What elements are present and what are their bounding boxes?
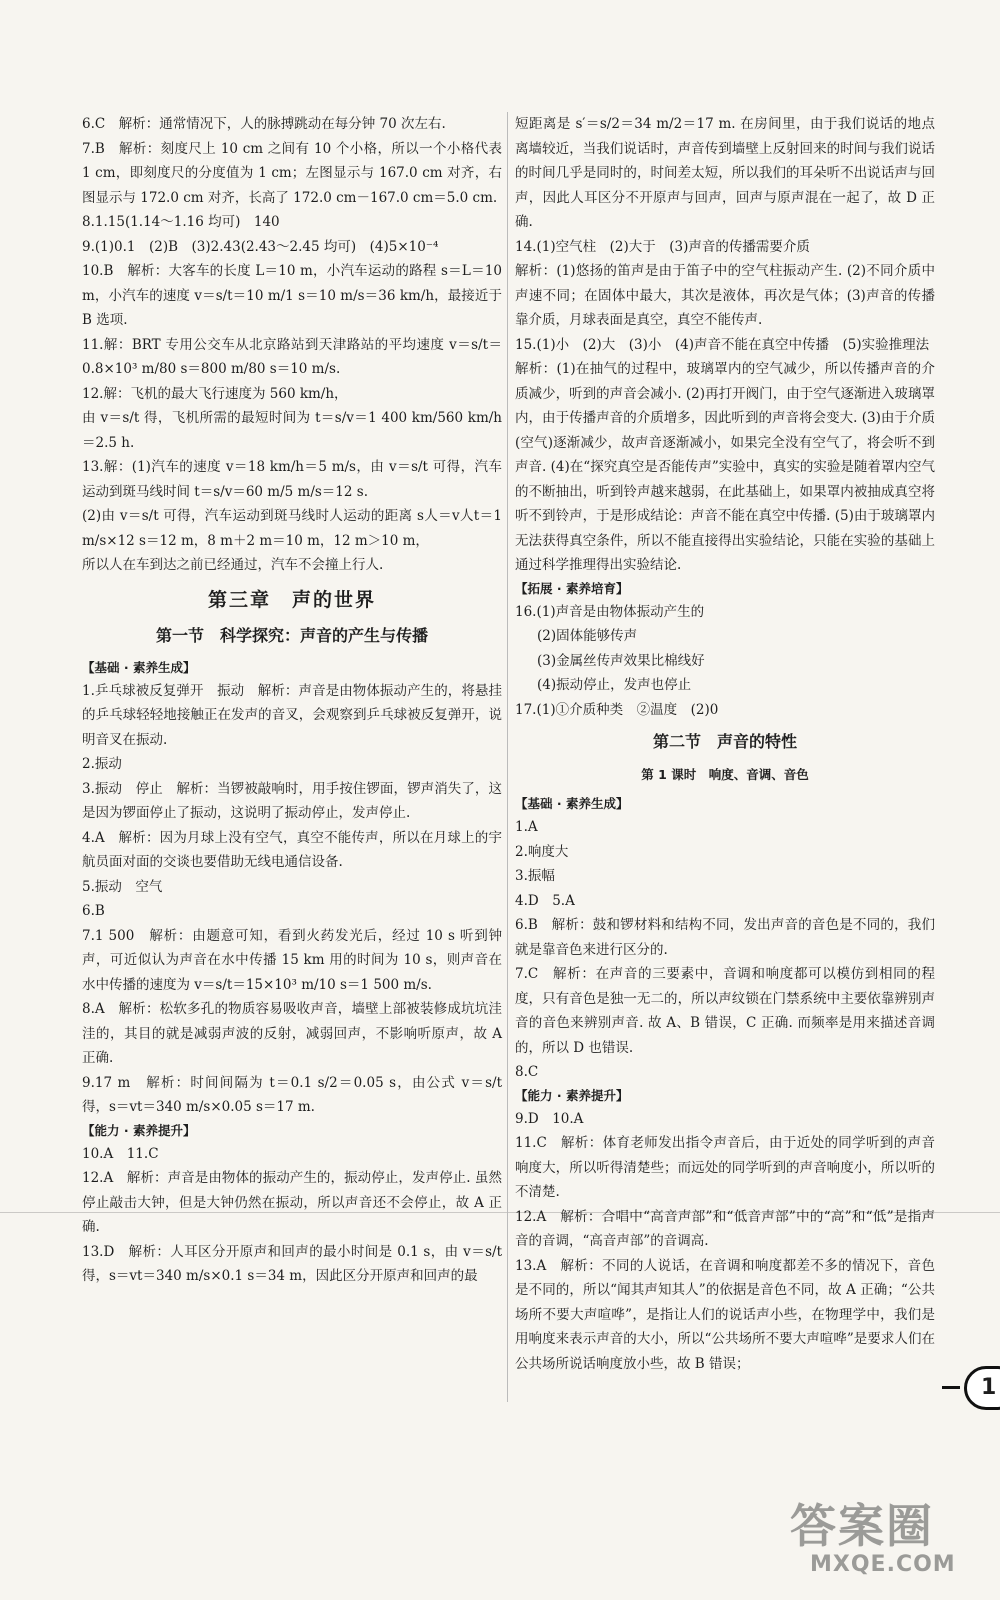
s1-answer-14: 14.(1)空气柱 (2)大于 (3)声音的传播需要介质 — [515, 238, 810, 255]
s2-answer-11: 11.C 解析：体育老师发出指令声音后，由于近处的同学听到的声音响度大，所以听得清楚些；而远处的同学听到的声音响度小，所以听的不清楚. — [515, 1135, 935, 1200]
answer-10: 10.B 解析：大客车的长度 L＝10 m，小汽车运动的路程 s＝L＝10 m，小汽车的速度 v＝s/t＝10 m/1 s＝10 m/s＝36 km/h，最接近于 B 选项. — [82, 263, 502, 328]
s2-answer-7: 7.C 解析：在声音的三要素中，音调和响度都可以模仿到相同的程度，只有音色是独一无二的，所以声纹锁在门禁系统中主要依靠辨别声音的音色来辨别声音. 故 A、B 错误，C 正确. 而频率是用来描述音调的，所以 D 也错误. — [515, 966, 935, 1056]
s1-answer-2: 2.振动 — [82, 756, 122, 772]
s1-answer-16-4: (4)振动停止，发声也停止 — [537, 677, 692, 693]
s2-answer-3: 3.振幅 — [515, 868, 555, 884]
answer-6: 6.C 解析：通常情况下，人的脉搏跳动在每分钟 70 次左右. — [82, 116, 446, 132]
s2-answer-8: 8.C — [515, 1064, 539, 1080]
s2-answer-2: 2.响度大 — [515, 843, 569, 860]
s1-answer-13: 13.D 解析：人耳区分开原声和回声的最小时间是 0.1 s，由 v＝s/t 得，s＝vt＝340 m/s×0.1 s＝34 m，因此区分开原声和回声的最 — [82, 1243, 502, 1284]
band-basic: 【基础 · 素养生成】 — [82, 659, 196, 675]
answer-12-cont: 由 v＝s/t 得，飞机所需的最短时间为 t＝s/v＝1 400 km/560 km/h＝2.5 h. — [82, 410, 502, 451]
s1-answer-17: 17.(1)①介质种类 ②温度 (2)0 — [515, 701, 719, 718]
section2-title: 第二节 声音的特性 — [652, 732, 797, 751]
left-column — [82, 112, 502, 1289]
s2-answer-13: 13.A 解析：不同的人说话，在音调和响度都差不多的情况下，音色是不同的，所以“闻其声知其人”的依据是音色不同，故 A 正确；“公共场所不要大声喧哗”，是指让人们的说话声小些，在物理学中，我们是用响度来表示声音的大小，所以“公共场所不要大声喧哗”是要求人们在公共场所说话响度放小些，故 B 错误； — [515, 1257, 935, 1372]
watermark-url: MXQE.COM — [810, 1552, 956, 1577]
s1-answer-16-3: (3)金属丝传声效果比棉线好 — [537, 652, 705, 669]
s1-answer-15-analysis: 解析：(1)在抽气的过程中，玻璃罩内的空气减少，所以传播声音的介质减少，听到的声音会减小. (2)再打开阀门，由于空气逐渐进入玻璃罩内，由于传播声音的介质增多，因此听到的声音将会变大. (3)由于介质(空气)逐渐减少，故声音逐渐减小，如果完全没有空气了，将会听不到声音. (4)在“探究真空是否能传声”实验中，真实的实验是随着罩内空气的不断抽出，听到铃声越来越弱，在此基础上，如果罩内被抽成真空将听不到铃声，于是形成结论：声音不能在真空中传播. (5)由于玻璃罩内无法获得真空条件，所以不能直接得出实验结论，只能在实验的基础上通过科学推理得出实验结论. — [515, 361, 935, 573]
s1-answer-16-2: (2)固体能够传声 — [537, 628, 638, 644]
section-title: 第一节 科学探究：声音的产生与传播 — [155, 626, 428, 645]
s1-answer-6: 6.B — [82, 903, 105, 919]
answer-13-part2: (2)由 v＝s/t 可得，汽车运动到斑马线时人运动的距离 s人＝v人t＝1 m/s×12 s＝12 m，8 m＋2 m＝10 m，12 m＞10 m， — [82, 508, 502, 549]
answer-9: 9.(1)0.1 (2)B (3)2.43(2.43～2.45 均可) (4)5×10⁻⁴ — [82, 238, 439, 255]
band-ability-2: 【能力 · 素养提升】 — [515, 1087, 629, 1103]
s2-answer-1: 1.A — [515, 819, 538, 835]
s2-answer-4-5: 4.D 5.A — [515, 892, 575, 909]
s2-answer-12: 12.A 解析：合唱中“高音声部”和“低音声部”中的“高”和“低”是指声音的音调，“高音声部”的音调高. — [515, 1208, 935, 1249]
answer-12: 12.解：飞机的最大飞行速度为 560 km/h， — [82, 385, 348, 402]
s1-answer-14-analysis: 解析：(1)悠扬的笛声是由于笛子中的空气柱振动产生. (2)不同介质中声速不同；在固体中最大，其次是液体，再次是气体；(3)声音的传播靠介质，月球表面是真空，真空不能传声. — [515, 263, 935, 328]
s1-answer-13-cont: 短距离是 s′＝s/2＝34 m/2＝17 m. 在房间里，由于我们说话的地点离墙较近，当我们说话时，声音传到墙壁上反射回来的时间与我们说话的时间几乎是同时的，时间差太短，所以我们的耳朵听不出说话声与回声，因此人耳区分不开原声与回声，回声与原声混在一起了，故 D 正确. — [515, 116, 935, 230]
s1-answer-16-1: 16.(1)声音是由物体振动产生的 — [515, 603, 705, 620]
band-ability: 【能力 · 素养提升】 — [82, 1122, 196, 1138]
s1-answer-5: 5.振动 空气 — [82, 878, 163, 895]
answer-13: 13.解：(1)汽车的速度 v＝18 km/h＝5 m/s，由 v＝s/t 可得，汽车运动到斑马线时间 t＝s/v＝60 m/5 m/s＝12 s. — [82, 459, 502, 500]
answer-11: 11.解：BRT 专用公交车从北京路站到天津路站的平均速度 v＝s/t＝0.8×10³ m/80 s＝800 m/80 s＝10 m/s. — [82, 336, 502, 377]
s1-answer-8: 8.A 解析：松软多孔的物质容易吸收声音，墙壁上部被装修成坑坑洼洼的，其目的就是减弱声波的反射，减弱回声，不影响听原声，故 A 正确. — [82, 1001, 502, 1066]
band-extension: 【拓展 · 素养培育】 — [515, 580, 629, 596]
right-column — [515, 112, 935, 1376]
lesson-title: 第 1 课时 响度、音调、音色 — [641, 766, 809, 782]
answer-13-conclusion: 所以人在车到达之前已经通过，汽车不会撞上行人. — [82, 557, 384, 573]
page-number-badge: 1 — [964, 1366, 1000, 1410]
s1-answer-12: 12.A 解析：声音是由物体的振动产生的，振动停止，发声停止. 虽然停止敲击大钟，但是大钟仍然在振动，所以声音还不会停止，故 A 正确. — [82, 1170, 502, 1235]
s1-answer-10-11: 10.A 11.C — [82, 1145, 159, 1162]
s1-answer-1: 1.乒乓球被反复弹开 振动 解析：声音是由物体振动产生的，将悬挂的乒乓球轻轻地接触正在发声的音叉，会观察到乒乓球被反复弹开，说明音叉在振动. — [82, 682, 502, 748]
column-divider — [507, 112, 508, 1402]
page-number-dash — [942, 1386, 960, 1389]
watermark-logo: 答案圈 — [790, 1499, 934, 1553]
s1-answer-3: 3.振动 停止 解析：当锣被敲响时，用手按住锣面，锣声消失了，这是因为锣面停止了振动，这说明了振动停止，发声停止. — [82, 780, 502, 821]
s1-answer-15: 15.(1)小 (2)大 (3)小 (4)声音不能在真空中传播 (5)实验推理法 — [515, 336, 930, 353]
chapter-title: 第三章 声的世界 — [207, 588, 376, 611]
s2-answer-6: 6.B 解析：鼓和锣材料和结构不同，发出声音的音色是不同的，我们就是靠音色来进行区分的. — [515, 917, 935, 958]
answer-8: 8.1.15(1.14～1.16 均可) 140 — [82, 214, 280, 230]
s2-answer-9-10: 9.D 10.A — [515, 1110, 584, 1127]
s1-answer-7: 7.1 500 解析：由题意可知，看到火药发光后，经过 10 s 听到钟声，可近似认为声音在水中传播 15 km 用的时间为 10 s，则声音在水中传播的速度为 v＝s/t＝15×10³ m/10 s＝1 500 m/s. — [82, 927, 502, 993]
s1-answer-9: 9.17 m 解析：时间间隔为 t＝0.1 s/2＝0.05 s，由公式 v＝s/t 得，s＝vt＝340 m/s×0.05 s＝17 m. — [82, 1074, 502, 1115]
band-basic-2: 【基础 · 素养生成】 — [515, 796, 629, 811]
answer-7: 7.B 解析：刻度尺上 10 cm 之间有 10 个小格，所以一个小格代表 1 cm，即刻度尺的分度值为 1 cm；左图显示与 167.0 cm 对齐，右图显示与 172.0 cm 对齐，长高了 172.0 cm－167.0 cm＝5.0 cm. — [82, 140, 502, 206]
s1-answer-4: 4.A 解析：因为月球上没有空气，真空不能传声，所以在月球上的宇航员面对面的交谈也要借助无线电通信设备. — [82, 829, 502, 870]
